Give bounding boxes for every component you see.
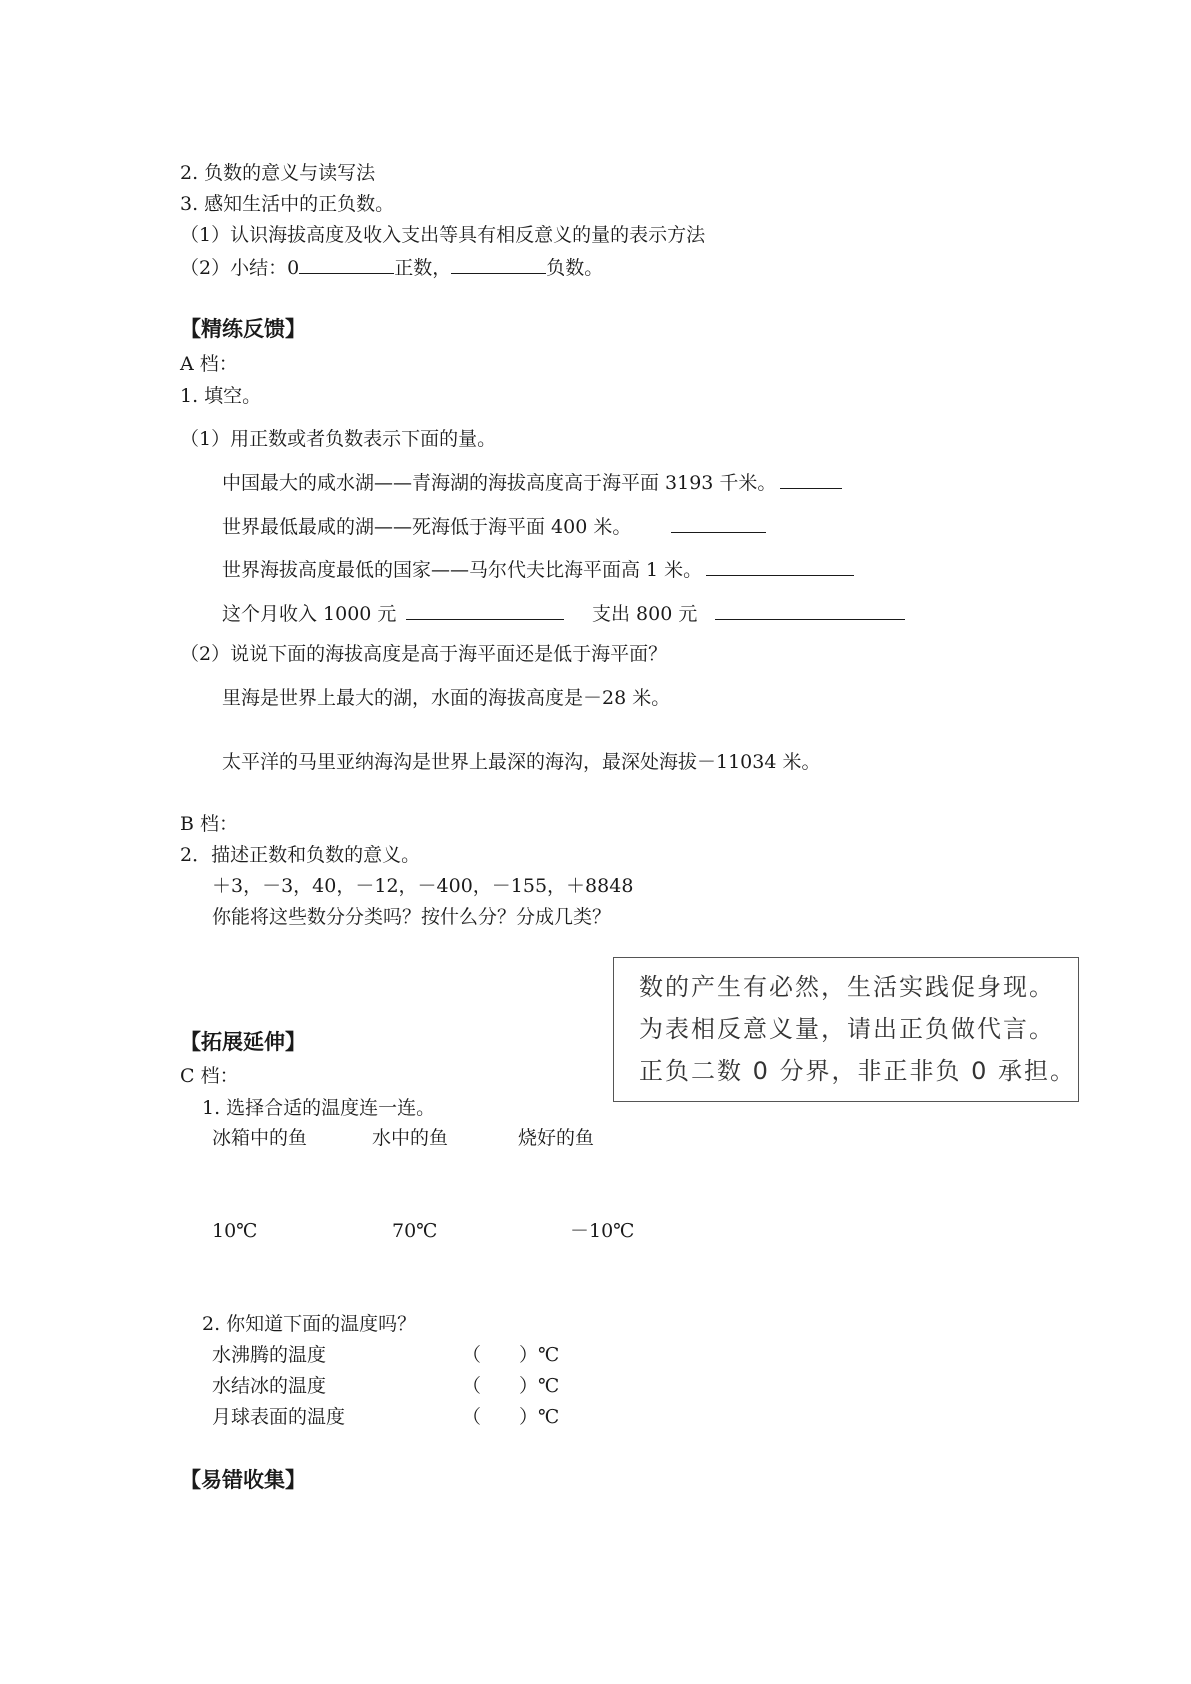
level-c-label: C 档： [180,1065,239,1087]
extension-heading: 【拓展延伸】 [180,1029,306,1054]
fish-fridge[interactable]: 冰箱中的鱼 [212,1127,308,1149]
level-a-label: A 档： [180,353,238,375]
answer-blank[interactable] [671,514,766,533]
poem-line-1: 数的产生有必然，生活实践促身现。 [639,973,1055,1001]
extension-question-2: 2. 你知道下面的温度吗？ [202,1313,417,1335]
temp-70[interactable]: 70℃ [392,1220,438,1242]
fill-item-qinghai [222,470,842,495]
mnemonic-poem-box [613,957,1079,1102]
summary-blank-2[interactable] [451,255,546,274]
mariana-trench-item: 太平洋的马里亚纳海沟是世界上最深的海沟，最深处海拔－11034 米。 [222,751,821,773]
moon-surface-answer[interactable]: （ ）℃ [462,1406,560,1428]
fill-item-text: 世界海拔高度最低的国家——马尔代夫比海平面高 1 米。 [222,559,703,581]
fish-cooked[interactable]: 烧好的鱼 [518,1127,595,1149]
intro-sub-2 [180,255,603,280]
extension-question-1: 1. 选择合适的温度连一连。 [202,1097,436,1119]
summary-positive: 正数， [394,257,452,279]
freezing-answer[interactable]: （ ）℃ [462,1375,560,1397]
question-1-part-2: （2）说说下面的海拔高度是高于海平面还是低于海平面？ [180,643,668,665]
answer-blank[interactable] [780,470,842,489]
summary-blank-1[interactable] [299,255,394,274]
answer-blank[interactable] [715,601,905,620]
summary-negative: 负数。 [546,257,604,279]
temp-minus-10[interactable]: －10℃ [570,1220,635,1242]
question-2: 2．描述正数和负数的意义。 [180,844,421,866]
level-b-label: B 档： [180,813,239,835]
question-1-part-1: （1）用正数或者负数表示下面的量。 [180,428,497,450]
question-1: 1. 填空。 [180,385,262,407]
income-text: 这个月收入 1000 元 [222,603,397,625]
boiling-label: 水沸腾的温度 [212,1344,327,1366]
intro-item-2: 2. 负数的意义与读写法 [180,162,376,184]
fill-item-income [222,601,564,626]
moon-surface-label: 月球表面的温度 [212,1406,346,1428]
answer-blank[interactable] [706,557,854,576]
classify-question: 你能将这些数分分类吗？按什么分？分成几类？ [212,906,612,928]
fill-item-expense [592,601,905,626]
intro-item-3: 3. 感知生活中的正负数。 [180,193,395,215]
boiling-answer[interactable]: （ ）℃ [462,1344,560,1366]
mistakes-heading: 【易错收集】 [180,1467,306,1492]
fill-item-maldives [222,557,854,582]
poem-line-3: 正负二数 0 分界，非正非负 0 承担。 [639,1057,1077,1085]
caspian-sea-item: 里海是世界上最大的湖，水面的海拔高度是－28 米。 [222,687,671,709]
practice-heading: 【精练反馈】 [180,316,306,341]
freezing-label: 水结冰的温度 [212,1375,327,1397]
temp-10[interactable]: 10℃ [212,1220,258,1242]
poem-line-2: 为表相反意义量，请出正负做代言。 [639,1015,1055,1043]
fish-water[interactable]: 水中的鱼 [372,1127,449,1149]
number-list: ＋3，－3，40，－12，－400，－155，＋8848 [212,875,634,897]
fill-item-text: 世界最低最咸的湖——死海低于海平面 400 米。 [222,516,632,538]
summary-lead: （2）小结：0 [180,257,300,279]
expense-text: 支出 800 元 [592,603,698,625]
fill-item-dead-sea [222,514,766,539]
answer-blank[interactable] [406,601,564,620]
intro-sub-1: （1）认识海拔高度及收入支出等具有相反意义的量的表示方法 [180,224,706,246]
fill-item-text: 中国最大的咸水湖——青海湖的海拔高度高于海平面 3193 千米。 [222,472,777,494]
